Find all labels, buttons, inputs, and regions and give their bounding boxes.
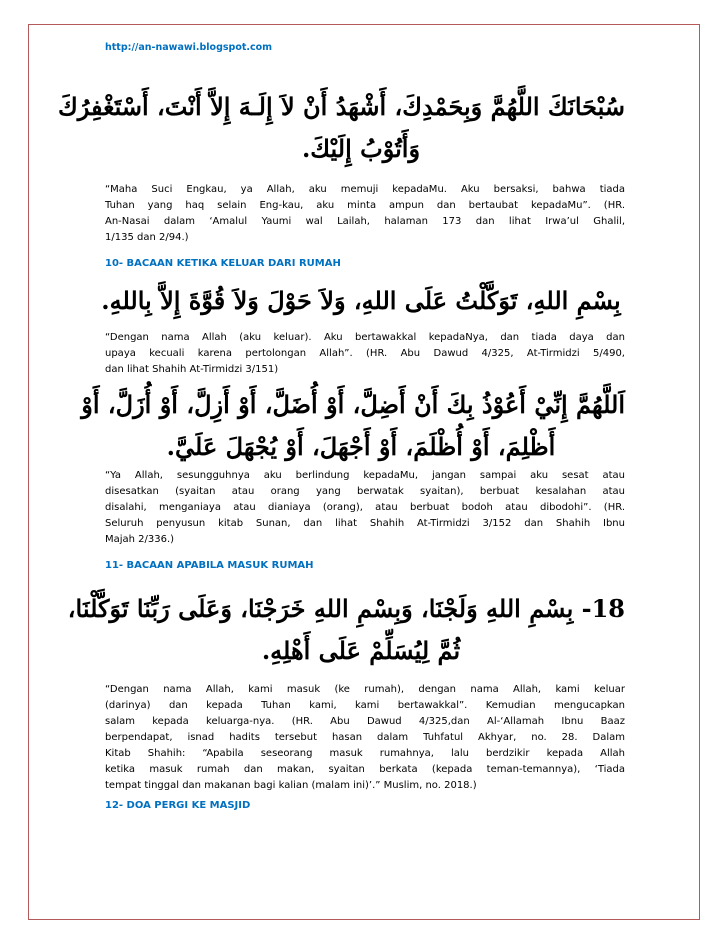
- text-line: Seluruh penyusun kitab Sunan, dan lihat Shahih At-Tirmidzi 3/152 dan Shahih Ibnu: [105, 518, 625, 529]
- text-line: “Dengan nama Allah (aku keluar). Aku bertawakkal kepadaNya, dan tiada daya dan: [105, 332, 625, 343]
- translation-protection: [105, 468, 625, 548]
- translation-entering-house: [105, 682, 625, 794]
- text-line: dan lihat Shahih At-Tirmidzi 3/151): [105, 364, 279, 375]
- text-line: “Maha Suci Engkau, ya Allah, aku memuji kepadaMu. Aku bersaksi, bahwa tiada: [105, 184, 625, 195]
- text-line: (darinya) dan kepada Tuhan kami, kami bertawakkal”. Kemudian mengucapkan: [105, 700, 625, 711]
- arabic-line: اَللَّهُمَّ إِنِّيْ أَعُوْذُ بِكَ أَنْ أَضِلَّ، أَوْ أُضَلَّ، أَوْ أَزِلَّ، أَوْ أُزَلَّ، أَوْ: [81, 390, 625, 419]
- text-line: tempat tinggal dan makanan bagi kalian (malam ini)’.” Muslim, no. 2018.): [105, 780, 477, 791]
- text-line: berpendapat, isnad hadits tersebut hasan dalam Tuhfatul Akhyar, no. 28. Dalam: [105, 732, 625, 743]
- text-line: “Dengan nama Allah, kami masuk (ke rumah), dengan nama Allah, kami keluar: [105, 684, 625, 695]
- arabic-line: سُبْحَانَكَ اللَّهُمَّ وَبِحَمْدِكَ، أَشْهَدُ أَنْ لاَ إِلَـهَ إِلاَّ أَنْتَ، أَسْتَغْفِرُكَ: [57, 92, 625, 121]
- text-line: “Ya Allah, sesungguhnya aku berlindung kepadaMu, jangan sampai aku sesat atau: [105, 470, 625, 481]
- arabic-dua-entering-house: [67, 588, 625, 672]
- arabic-line: بِسْمِ اللهِ، تَوَكَّلْتُ عَلَى اللهِ، وَلاَ حَوْلَ وَلاَ قُوَّةَ إِلاَّ بِاللهِ.: [101, 286, 621, 315]
- arabic-line: ثُمَّ لِيُسَلِّمْ عَلَى أَهْلِهِ.: [261, 636, 461, 665]
- text-line: Tuhan yang haq selain Eng-kau, aku minta ampun dan bertaubat kepadaMu”. (HR.: [105, 200, 625, 211]
- section-heading-11: 11- BACAAN APABILA MASUK RUMAH: [105, 560, 314, 571]
- text-line: upaya kecuali karena pertolongan Allah”. (HR. Abu Dawud 4/325, At-Tirmidzi 5/490,: [105, 348, 625, 359]
- arabic-dua-istighfar: [57, 86, 625, 170]
- text-line: disalahi, menganiaya atau dianiaya (orang), atau berbuat bodoh atau dibodohi”. (HR.: [105, 502, 625, 513]
- text-line: Kitab Shahih: “Apabila seseorang masuk rumahnya, lalu berdzikir kepada Allah: [105, 748, 625, 759]
- arabic-dua-leaving-house: [97, 280, 625, 322]
- section-heading-12: 12- DOA PERGI KE MASJID: [105, 800, 251, 811]
- translation-istighfar: [105, 182, 625, 246]
- text-line: Majah 2/336.): [105, 534, 175, 545]
- translation-leaving-house: [105, 330, 625, 378]
- section-heading-10: 10- BACAAN KETIKA KELUAR DARI RUMAH: [105, 258, 341, 269]
- arabic-line: 18- بِسْمِ اللهِ وَلَجْنَا، وَبِسْمِ اللهِ خَرَجْنَا، وَعَلَى رَبِّنَا تَوَكَّلْنَا،: [67, 594, 625, 623]
- blog-url-link[interactable]: http://an-nawawi.blogspot.com: [105, 42, 273, 53]
- text-line: ketika masuk rumah dan makan, syaitan berkata (kepada teman-temannya), ‘Tiada: [105, 764, 625, 775]
- arabic-line: أَظْلِمَ، أَوْ أُظْلَمَ، أَوْ أَجْهَلَ، أَوْ يُجْهَلَ عَلَيَّ.: [166, 432, 556, 461]
- text-line: 1/135 dan 2/94.): [105, 232, 189, 243]
- arabic-dua-protection: [81, 384, 625, 468]
- text-line: An-Nasai dalam ‘Amalul Yaumi wal Lailah, halaman 173 dan lihat Irwa’ul Ghalil,: [105, 216, 625, 227]
- text-line: disesatkan (syaitan atau orang yang berwatak syaitan), berbuat kesalahan atau: [105, 486, 625, 497]
- text-line: salam kepada keluarga-nya. (HR. Abu Dawud 4/325,dan Al-‘Allamah Ibnu Baaz: [105, 716, 625, 727]
- arabic-line: وَأَتُوْبُ إِلَيْكَ.: [301, 134, 421, 163]
